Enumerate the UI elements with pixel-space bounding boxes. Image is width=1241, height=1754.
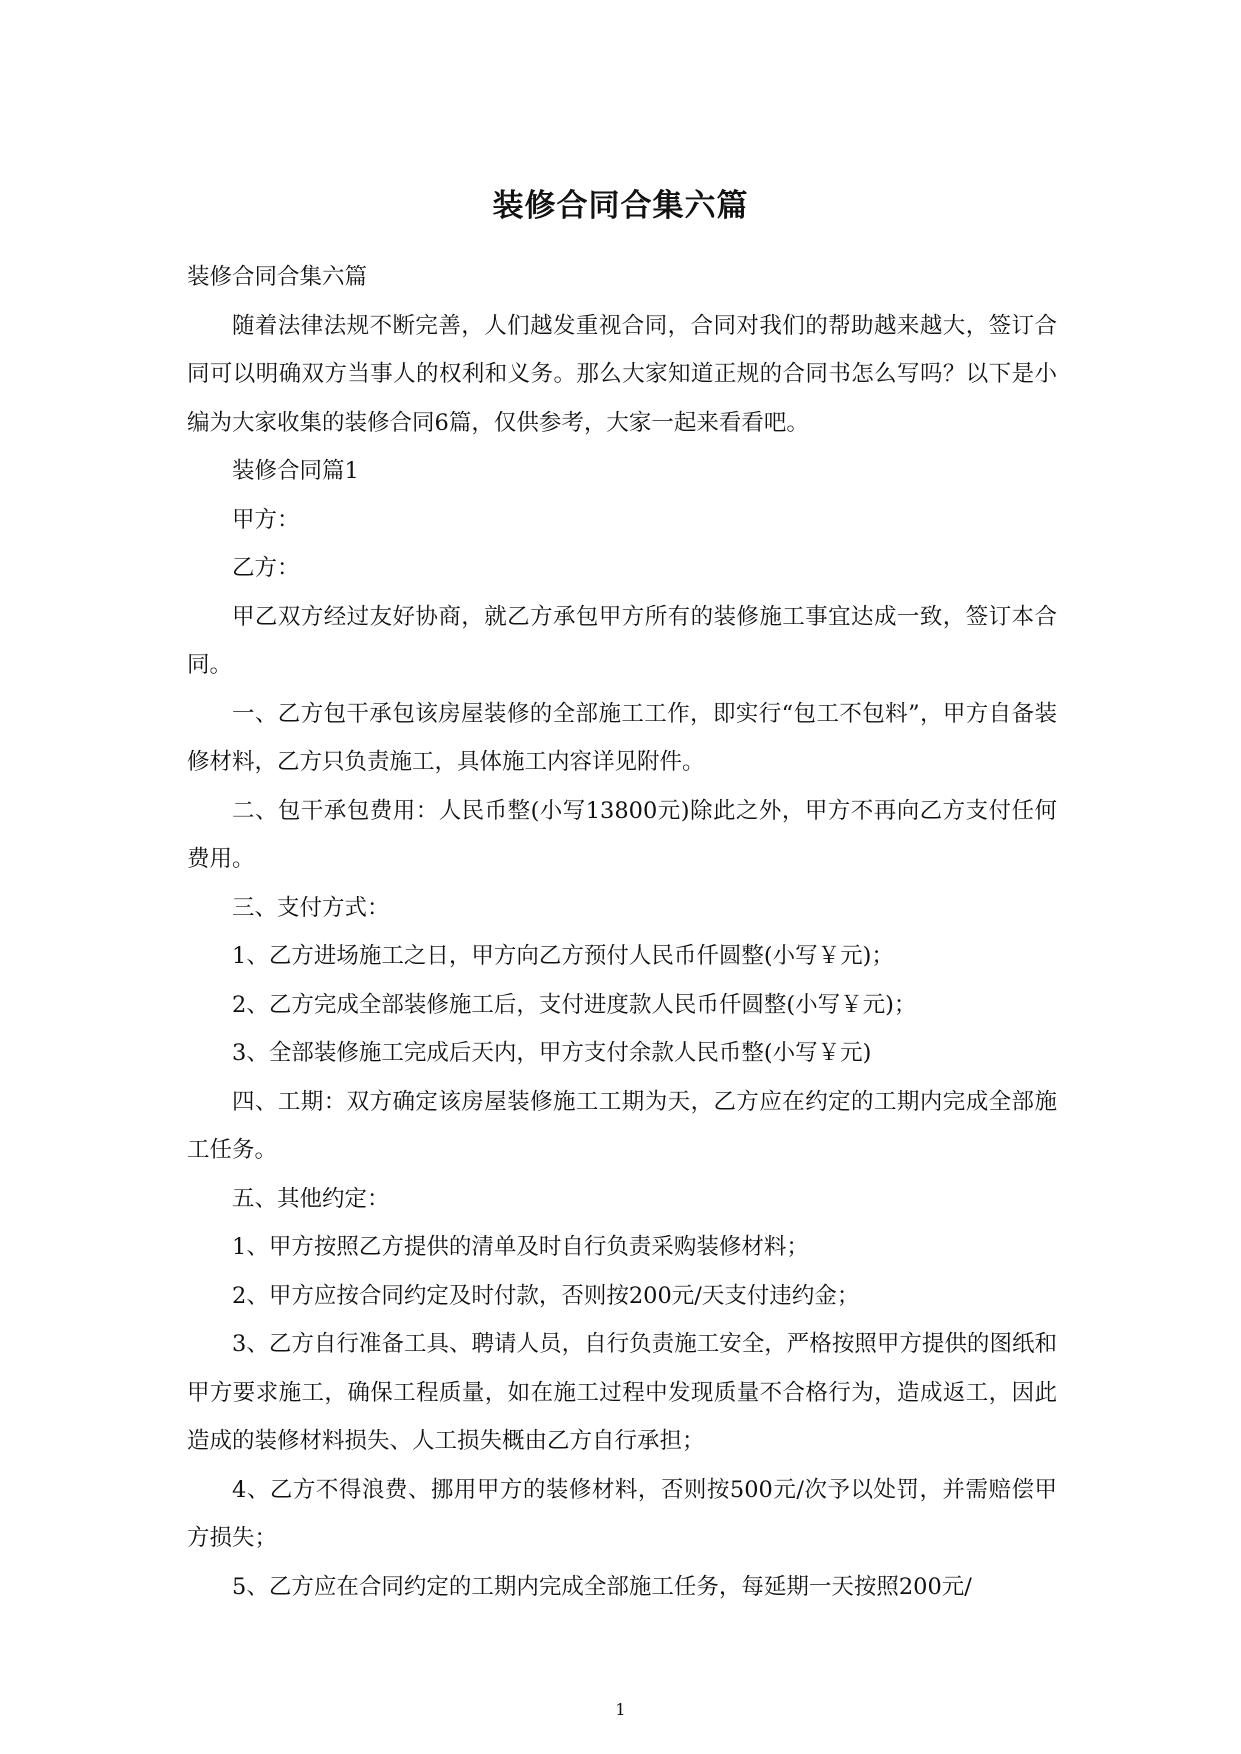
other-item-4: 4、乙方不得浪费、挪用甲方的装修材料，否则按500元/次予以处罚，并需赔偿甲方损失； [187, 1476, 1057, 1551]
document-title: 装修合同合集六篇 [492, 188, 749, 224]
intro-paragraph: 随着法律法规不断完善，人们越发重视合同，合同对我们的帮助越来越大，签订合同可以明确双方当事人的权利和义务。那么大家知道正规的合同书怎么写吗？以下是小编为大家收集的装修合同6篇，仅供参考，大家一起来看看吧。 [187, 312, 1057, 436]
party-b-line: 乙方： [232, 555, 300, 581]
clause-5: 五、其他约定： [232, 1185, 390, 1212]
page-number: 1 [615, 1700, 626, 1719]
other-item-5: 5、乙方应在合同约定的工期内完成全部施工任务，每延期一天按照200元/ [232, 1573, 972, 1600]
other-item-3: 3、乙方自行准备工具、聘请人员，自行负责施工安全，严格按照甲方提供的图纸和甲方要求施工，确保工程质量，如在施工过程中发现质量不合格行为，造成返工，因此造成的装修材料损失、人工损失概由乙方自行承担； [187, 1331, 1057, 1454]
section-heading: 装修合同篇1 [232, 458, 359, 484]
document-subtitle: 装修合同合集六篇 [187, 264, 368, 290]
document-body [187, 253, 1057, 1611]
clause-2: 二、包干承包费用：人民币整(小写13800元)除此之外，甲方不再向乙方支付任何费用。 [187, 797, 1057, 872]
payment-item-1: 1、乙方进场施工之日，甲方向乙方预付人民币仟圆整(小写￥元)； [232, 943, 894, 969]
clause-1: 一、乙方包干承包该房屋装修的全部施工工作，即实行“包工不包料”，甲方自备装修材料，乙方只负责施工，具体施工内容详见附件。 [187, 700, 1057, 775]
payment-item-3: 3、全部装修施工完成后天内，甲方支付余款人民币整(小写￥元) [232, 1040, 872, 1066]
payment-item-2: 2、乙方完成全部装修施工后，支付进度款人民币仟圆整(小写￥元)； [232, 991, 917, 1018]
clause-4: 四、工期：双方确定该房屋装修施工工期为天，乙方应在约定的工期内完成全部施工任务。 [187, 1088, 1057, 1163]
other-item-1: 1、甲方按照乙方提供的清单及时自行负责采购装修材料； [232, 1234, 809, 1260]
other-item-2: 2、甲方应按合同约定及时付款，否则按200元/天支付违约金； [232, 1282, 860, 1309]
agreement-paragraph: 甲乙双方经过友好协商，就乙方承包甲方所有的装修施工事宜达成一致，签订本合同。 [187, 603, 1057, 678]
clause-3: 三、支付方式： [232, 894, 390, 921]
party-a-line: 甲方： [232, 506, 300, 533]
